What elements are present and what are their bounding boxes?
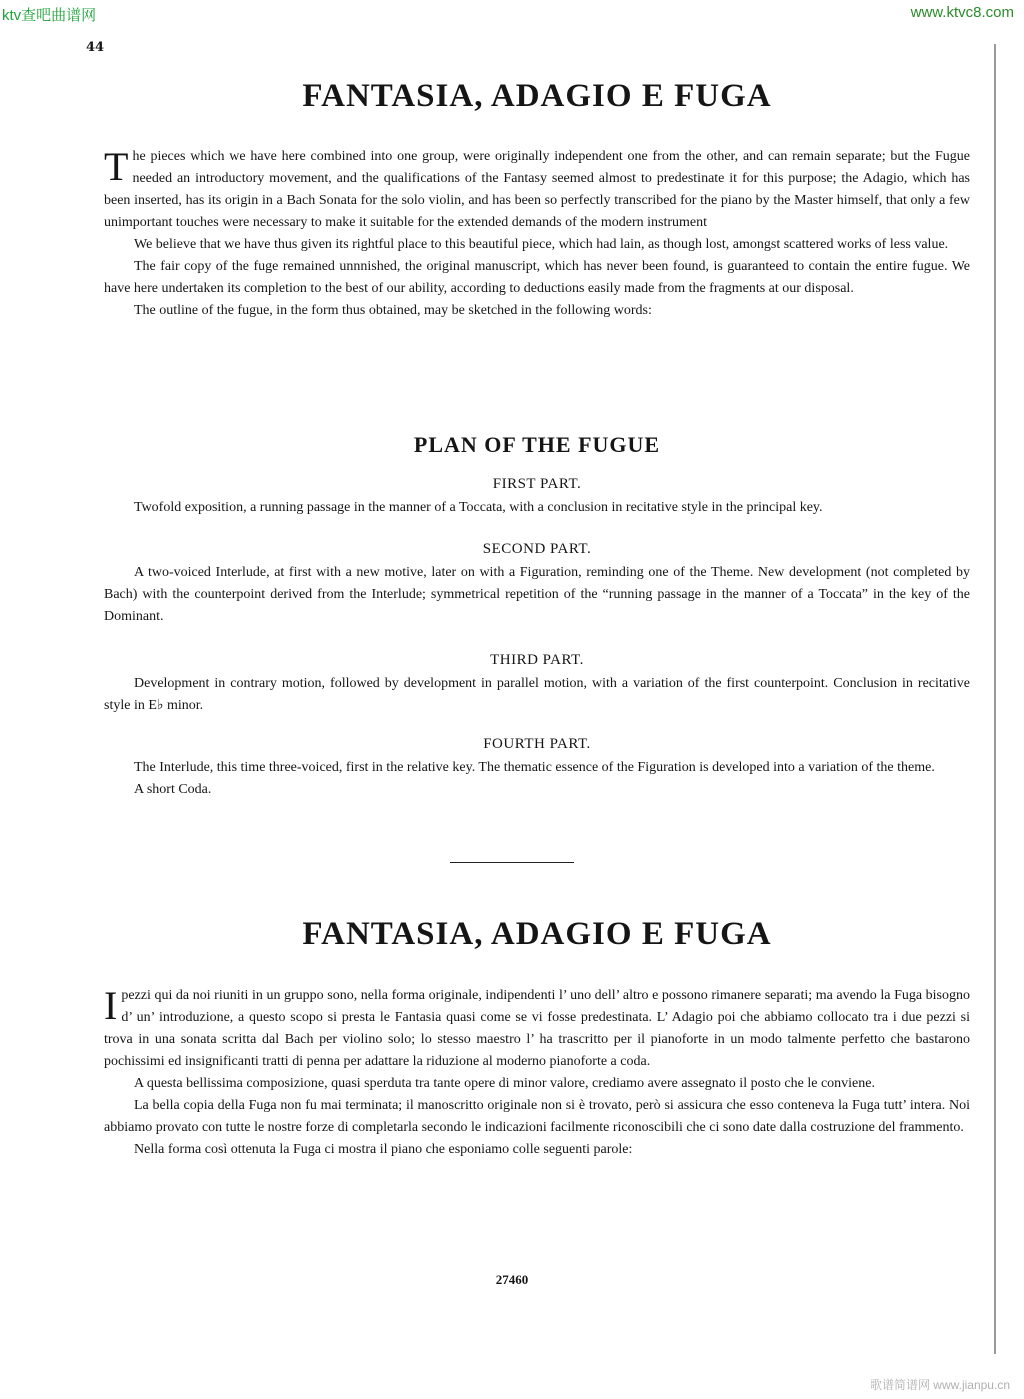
italian-paragraph-1 <box>104 985 970 1073</box>
watermark-top-right: www.ktvc8.com <box>910 4 1014 21</box>
third-part <box>104 652 970 717</box>
english-title: FANTASIA, ADAGIO E FUGA <box>302 78 772 114</box>
english-paragraph-2: We believe that we have thus given its rightful place to this beautiful piece, which had lain, as though lost, amongst scattered works of less value. <box>134 237 949 252</box>
italian-paragraph-4: Nella forma così ottenuta la Fuga ci mostra il piano che esponiamo colle seguenti parole: <box>134 1142 633 1157</box>
first-part-text: Twofold exposition, a running passage in the manner of a Toccata, with a conclusion in recitative style in the principal key. <box>134 500 823 515</box>
fourth-part-heading: FOURTH PART. <box>483 736 591 752</box>
coda-text: A short Coda. <box>134 782 212 797</box>
plan-heading: PLAN OF THE FUGUE <box>413 432 661 457</box>
watermark-bottom-right: 歌谱简谱网 www.jianpu.cn <box>869 1378 1010 1392</box>
plate-number: 27460 <box>495 1272 529 1287</box>
dropcap-i: I <box>104 983 118 1028</box>
english-paragraph-1-text: he pieces which we have here combined into one group, were originally independent one from the other, and can remain separate; but the Fugue needed an introductory movement, and the qualifications of the Fantasy seemed almost to predestinate it for this purpose; the Adagio, which has been inserted, has its origin in a Bach Sonata for the solo violin, and has been so perfectly transcribed for the piano by the Master himself, that only a few unimportant touches were necessary to make it suitable for the extended demands of the modern instrument <box>104 149 970 230</box>
section-divider <box>450 862 574 863</box>
watermark-top-left: ktv查吧曲谱网 <box>2 7 97 24</box>
page-number: 44 <box>86 40 105 55</box>
italian-intro <box>104 985 970 1161</box>
second-part-heading: SECOND PART. <box>482 541 592 557</box>
english-paragraph-1 <box>104 146 970 234</box>
english-title-block <box>104 78 970 115</box>
first-part-heading: FIRST PART. <box>492 476 582 492</box>
plan-heading-block <box>104 432 970 458</box>
third-part-heading: THIRD PART. <box>490 652 584 668</box>
italian-paragraph-3: La bella copia della Fuga non fu mai terminata; il manoscritto originale non si è trovato, però si assicura che esso conteneva la Fuga tutt’ intera. Noi abbiamo provato con tutte le nostre forze di completarla secondo le indicazioni facilmente riconoscibili che ci sono date dalla costruzione del frammento. <box>104 1098 970 1135</box>
italian-title-block <box>104 916 970 953</box>
fourth-part-text: The Interlude, this time three-voiced, first in the relative key. The thematic essence of the Figuration is developed into a variation of the theme. <box>134 760 935 775</box>
italian-paragraph-2: A questa bellissima composizione, quasi sperduta tra tante opere di minor valore, crediamo avere assegnato il posto che le conviene. <box>134 1076 875 1091</box>
fourth-part <box>104 736 970 801</box>
italian-title: FANTASIA, ADAGIO E FUGA <box>302 916 772 952</box>
second-part-text: A two-voiced Interlude, at first with a new motive, later on with a Figuration, reminding one of the Theme. New development (not completed by Bach) with the counterpoint derived from the Interlude; symmetrical repetition of the “running passage in the manner of a Toccata” in the key of the Dominant. <box>104 565 970 624</box>
dropcap-t: T <box>104 144 129 189</box>
first-part <box>104 476 970 519</box>
english-paragraph-3: The fair copy of the fuge remained unnnished, the original manuscript, which has never been found, is guaranteed to contain the entire fugue. We have here undertaken its completion to the best of our ability, according to deductions easily made from the fragments at our disposal. <box>104 259 970 296</box>
margin-rule <box>994 44 996 1354</box>
italian-paragraph-1-text: pezzi qui da noi riuniti in un gruppo sono, nella forma originale, indipendenti l’ uno dell’ altro e possono rimanere separati; ma avendo la Fuga bisogno d’ un’ introduzione, a questo scopo si presta le Fantasia quasi come se vi fosse predestinata. L’ Adagio poi che abbiamo collocato tra i due pezzi si trova in una sonata scritta dal Bach per violino solo; lo stesso maestro l’ ha trascritto per il pianoforte in un modo talmente perfetto che bastarono pochissimi ed insignificanti tratti di penna per adattare la riduzione al moderno pianoforte a coda. <box>104 988 970 1069</box>
third-part-text: Development in contrary motion, followed by development in parallel motion, with a variation of the first counterpoint. Conclusion in recitative style in E♭ minor. <box>104 676 970 713</box>
second-part <box>104 541 970 628</box>
english-paragraph-4: The outline of the fugue, in the form thus obtained, may be sketched in the following words: <box>134 303 652 318</box>
english-intro <box>104 146 970 322</box>
